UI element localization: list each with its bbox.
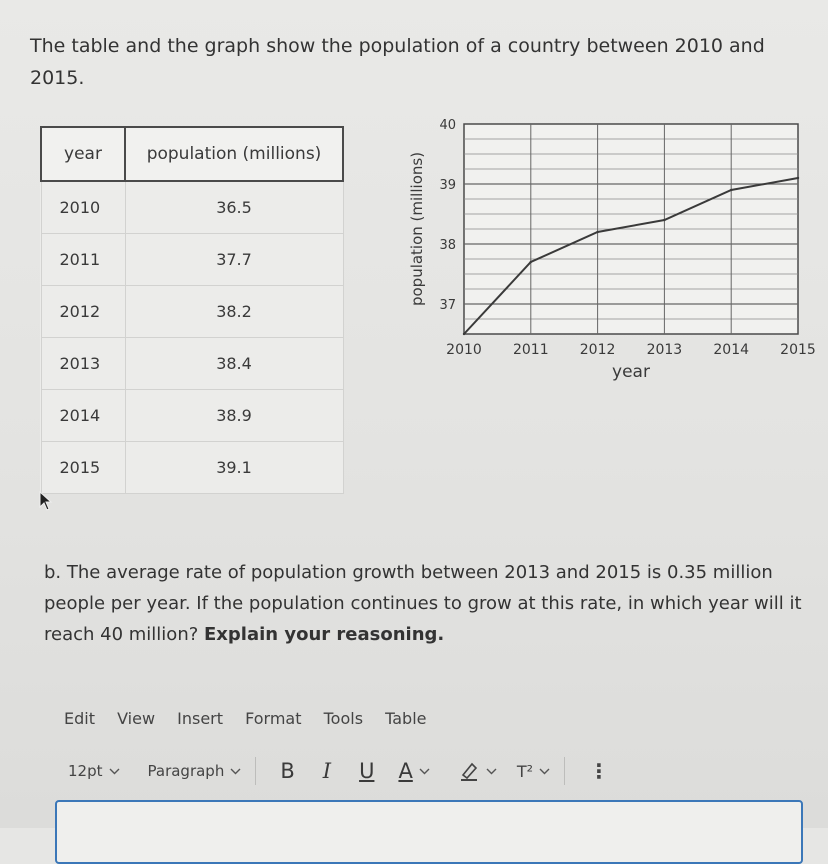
cell-population: 36.5	[125, 181, 343, 234]
menu-format[interactable]: Format	[245, 709, 302, 728]
population-line-chart	[400, 108, 820, 388]
highlight-color-button[interactable]	[452, 760, 497, 782]
table-row	[41, 390, 343, 442]
block-format-select[interactable]	[148, 762, 242, 780]
cell-population: 37.7	[125, 234, 343, 286]
header-year: year	[41, 127, 125, 181]
cell-population: 38.9	[125, 390, 343, 442]
text-color-letter: A	[398, 759, 413, 783]
cell-year: 2012	[41, 286, 125, 338]
cell-population: 39.1	[125, 442, 343, 494]
italic-button[interactable]: I	[322, 759, 332, 783]
chevron-down-icon	[539, 768, 550, 775]
x-tick-label: 2010	[446, 342, 482, 358]
superscript-button[interactable]	[517, 762, 550, 781]
chevron-down-icon	[486, 768, 497, 775]
chevron-down-icon	[109, 768, 120, 775]
question-bold-text: Explain your reasoning.	[204, 624, 445, 645]
y-tick-label: 40	[439, 118, 456, 133]
population-table	[40, 126, 344, 494]
editor-menubar	[64, 709, 444, 728]
x-tick-label: 2012	[579, 342, 616, 358]
x-tick-label: 2014	[713, 342, 750, 358]
y-tick-label: 38	[439, 238, 456, 253]
x-tick-label: 2015	[780, 342, 816, 358]
header-population: population (millions)	[125, 127, 343, 181]
x-tick-labels	[446, 342, 816, 358]
y-tick-label: 39	[439, 178, 456, 193]
toolbar-divider	[564, 757, 565, 785]
text-color-button[interactable]	[398, 759, 429, 783]
cell-population: 38.2	[125, 286, 343, 338]
block-format-value: Paragraph	[147, 762, 225, 780]
highlighter-icon	[458, 760, 480, 782]
data-point	[730, 189, 732, 191]
chevron-down-icon	[230, 768, 241, 775]
table-header-row	[41, 127, 343, 181]
cell-population: 38.4	[125, 338, 343, 390]
chevron-down-icon	[419, 768, 430, 775]
table-row	[41, 338, 343, 390]
cell-year: 2014	[41, 390, 125, 442]
table-row	[41, 442, 343, 494]
underline-button[interactable]: U	[359, 759, 375, 783]
editor-toolbar	[68, 757, 609, 785]
data-point	[663, 219, 665, 221]
y-tick-labels	[439, 118, 456, 313]
menu-edit[interactable]: Edit	[64, 709, 95, 728]
x-tick-label: 2011	[512, 342, 549, 358]
table-row	[41, 181, 343, 234]
font-size-select[interactable]	[68, 762, 120, 780]
toolbar-divider	[255, 757, 256, 785]
data-point	[530, 261, 532, 263]
question-b	[44, 557, 814, 650]
y-tick-label: 37	[439, 298, 456, 313]
data-point	[596, 231, 598, 233]
more-options-icon[interactable]: ⋮	[589, 759, 609, 783]
superscript-label: T²	[516, 761, 533, 781]
chart-grid	[464, 124, 798, 334]
intro-text: The table and the graph show the population of a country between 2010 and 2015.	[30, 35, 765, 89]
table-row	[41, 286, 343, 338]
menu-table[interactable]: Table	[385, 709, 427, 728]
font-size-value: 12pt	[68, 762, 103, 780]
menu-view[interactable]: View	[117, 709, 156, 728]
table-row	[41, 234, 343, 286]
menu-insert[interactable]: Insert	[177, 709, 224, 728]
question-text: b. The average rate of population growth between 2013 and 2015 is 0.35 million people per year. If the population continues to grow at this rate, in which year will it reach 40 million?	[44, 562, 802, 645]
data-point	[463, 333, 465, 335]
cell-year: 2015	[41, 442, 125, 494]
cell-year: 2011	[41, 234, 125, 286]
cell-year: 2013	[41, 338, 125, 390]
x-tick-label: 2013	[646, 342, 683, 358]
x-axis-label: year	[612, 362, 650, 382]
bold-button[interactable]: B	[280, 759, 295, 783]
answer-text-area[interactable]	[55, 800, 803, 864]
mouse-pointer-icon	[38, 490, 54, 512]
cell-year: 2010	[41, 181, 125, 234]
y-axis-label: population (millions)	[408, 151, 426, 307]
data-point	[797, 177, 799, 179]
menu-tools[interactable]: Tools	[323, 709, 364, 728]
